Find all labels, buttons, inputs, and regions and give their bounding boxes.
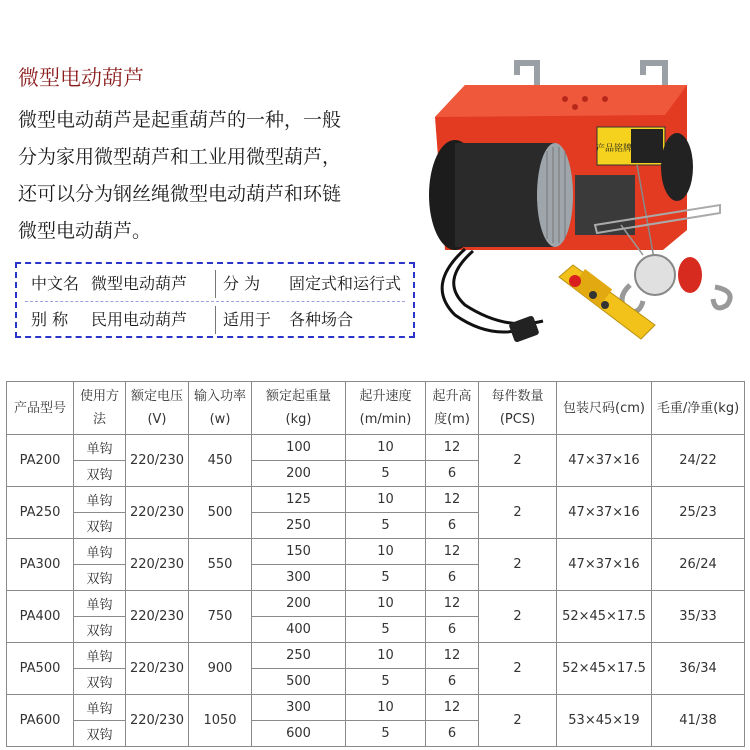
- info-value: 固定式和运行式: [289, 274, 402, 293]
- info-row: [17, 302, 413, 338]
- cell-power: 1050: [189, 695, 252, 747]
- col-header-model: 产品型号: [7, 382, 74, 435]
- cell-height: 6: [426, 461, 479, 487]
- cell-method: 单钩: [74, 695, 126, 721]
- cell-speed: 5: [346, 721, 426, 747]
- cell-model: PA200: [7, 435, 74, 487]
- col-header-speed: 起升速度 (m/min): [346, 382, 426, 435]
- cell-speed: 10: [346, 643, 426, 669]
- cell-load: 500: [252, 669, 346, 695]
- intro-line: 微型电动葫芦。: [18, 220, 152, 242]
- cell-qty: 2: [479, 487, 557, 539]
- cell-model: PA400: [7, 591, 74, 643]
- cell-method: 双钩: [74, 513, 126, 539]
- cell-qty: 2: [479, 643, 557, 695]
- cell-height: 12: [426, 695, 479, 721]
- cell-height: 12: [426, 435, 479, 461]
- cell-load: 600: [252, 721, 346, 747]
- col-header-voltage: 额定电压 (V): [126, 382, 189, 435]
- cell-size: 47×37×16: [557, 487, 652, 539]
- cell-power: 900: [189, 643, 252, 695]
- table-row: [7, 591, 745, 617]
- cell-height: 12: [426, 539, 479, 565]
- cell-method: 双钩: [74, 721, 126, 747]
- page-title: 微型电动葫芦: [18, 66, 144, 90]
- cell-model: PA250: [7, 487, 74, 539]
- cell-model: PA600: [7, 695, 74, 747]
- info-value: 微型电动葫芦: [91, 274, 188, 293]
- table-row: [7, 435, 745, 461]
- cell-load: 250: [252, 513, 346, 539]
- cell-model: PA300: [7, 539, 74, 591]
- cell-method: 单钩: [74, 591, 126, 617]
- cell-method: 双钩: [74, 669, 126, 695]
- cell-weight: 35/33: [652, 591, 745, 643]
- cell-power: 750: [189, 591, 252, 643]
- cell-size: 53×45×19: [557, 695, 652, 747]
- cell-weight: 41/38: [652, 695, 745, 747]
- cell-speed: 5: [346, 461, 426, 487]
- col-header-power: 输入功率 (w): [189, 382, 252, 435]
- table-header-row: [7, 382, 745, 435]
- cell-voltage: 220/230: [126, 591, 189, 643]
- cell-height: 6: [426, 721, 479, 747]
- spec-table: [6, 381, 745, 747]
- cell-speed: 10: [346, 539, 426, 565]
- info-divider: [215, 306, 216, 334]
- cell-voltage: 220/230: [126, 435, 189, 487]
- col-header-load: 额定起重量 (kg): [252, 382, 346, 435]
- cell-qty: 2: [479, 539, 557, 591]
- cell-qty: 2: [479, 695, 557, 747]
- col-header-weight: 毛重/净重(kg): [652, 382, 745, 435]
- cell-method: 双钩: [74, 461, 126, 487]
- cell-qty: 2: [479, 435, 557, 487]
- cell-weight: 26/24: [652, 539, 745, 591]
- intro-line: 还可以分为钢丝绳微型电动葫芦和环链: [18, 183, 342, 205]
- cell-power: 550: [189, 539, 252, 591]
- table-row: [7, 487, 745, 513]
- table-row: [7, 643, 745, 669]
- col-header-height: 起升高 度(m): [426, 382, 479, 435]
- cell-method: 单钩: [74, 435, 126, 461]
- cell-load: 250: [252, 643, 346, 669]
- cell-load: 300: [252, 695, 346, 721]
- cell-height: 12: [426, 591, 479, 617]
- cell-voltage: 220/230: [126, 487, 189, 539]
- intro-line: 微型电动葫芦是起重葫芦的一种，一般: [18, 109, 342, 131]
- intro-paragraph: [18, 102, 390, 250]
- cell-method: 单钩: [74, 487, 126, 513]
- cell-height: 12: [426, 487, 479, 513]
- cell-size: 52×45×17.5: [557, 643, 652, 695]
- cell-method: 双钩: [74, 565, 126, 591]
- cell-height: 6: [426, 513, 479, 539]
- info-row: [17, 266, 413, 302]
- cell-height: 12: [426, 643, 479, 669]
- table-row: [7, 695, 745, 721]
- info-label: 别 称: [31, 310, 69, 329]
- cell-size: 47×37×16: [557, 539, 652, 591]
- cell-height: 6: [426, 617, 479, 643]
- cell-voltage: 220/230: [126, 643, 189, 695]
- info-label: 分 为: [223, 274, 261, 293]
- cell-voltage: 220/230: [126, 695, 189, 747]
- cell-speed: 5: [346, 565, 426, 591]
- info-label: 适用于: [223, 310, 272, 329]
- cell-speed: 10: [346, 695, 426, 721]
- cell-speed: 5: [346, 669, 426, 695]
- intro-line: 分为家用微型葫芦和工业用微型葫芦，: [18, 146, 342, 168]
- cell-speed: 10: [346, 591, 426, 617]
- cell-weight: 36/34: [652, 643, 745, 695]
- cell-speed: 5: [346, 513, 426, 539]
- cell-weight: 25/23: [652, 487, 745, 539]
- cell-qty: 2: [479, 591, 557, 643]
- cell-load: 400: [252, 617, 346, 643]
- info-value: 各种场合: [289, 310, 354, 329]
- cell-height: 6: [426, 669, 479, 695]
- info-box: [15, 262, 415, 338]
- col-header-method: 使用方 法: [74, 382, 126, 435]
- panel-text: 产品铭牌: [595, 144, 633, 154]
- cell-load: 200: [252, 461, 346, 487]
- info-label: 中文名: [31, 274, 80, 293]
- cell-method: 单钩: [74, 539, 126, 565]
- info-divider: [215, 270, 216, 298]
- cell-size: 47×37×16: [557, 435, 652, 487]
- info-value: 民用电动葫芦: [91, 310, 188, 329]
- cell-load: 200: [252, 591, 346, 617]
- cell-load: 300: [252, 565, 346, 591]
- cell-speed: 10: [346, 435, 426, 461]
- cell-weight: 24/22: [652, 435, 745, 487]
- cell-speed: 5: [346, 617, 426, 643]
- col-header-size: 包装尺码(cm): [557, 382, 652, 435]
- cell-speed: 10: [346, 487, 426, 513]
- cell-method: 单钩: [74, 643, 126, 669]
- product-image: [425, 55, 745, 360]
- cell-method: 双钩: [74, 617, 126, 643]
- cell-voltage: 220/230: [126, 539, 189, 591]
- col-header-qty: 每件数量 (PCS): [479, 382, 557, 435]
- cell-power: 500: [189, 487, 252, 539]
- cell-power: 450: [189, 435, 252, 487]
- cell-size: 52×45×17.5: [557, 591, 652, 643]
- table-row: [7, 539, 745, 565]
- cell-model: PA500: [7, 643, 74, 695]
- cell-load: 125: [252, 487, 346, 513]
- cell-load: 100: [252, 435, 346, 461]
- cell-load: 150: [252, 539, 346, 565]
- cell-height: 6: [426, 565, 479, 591]
